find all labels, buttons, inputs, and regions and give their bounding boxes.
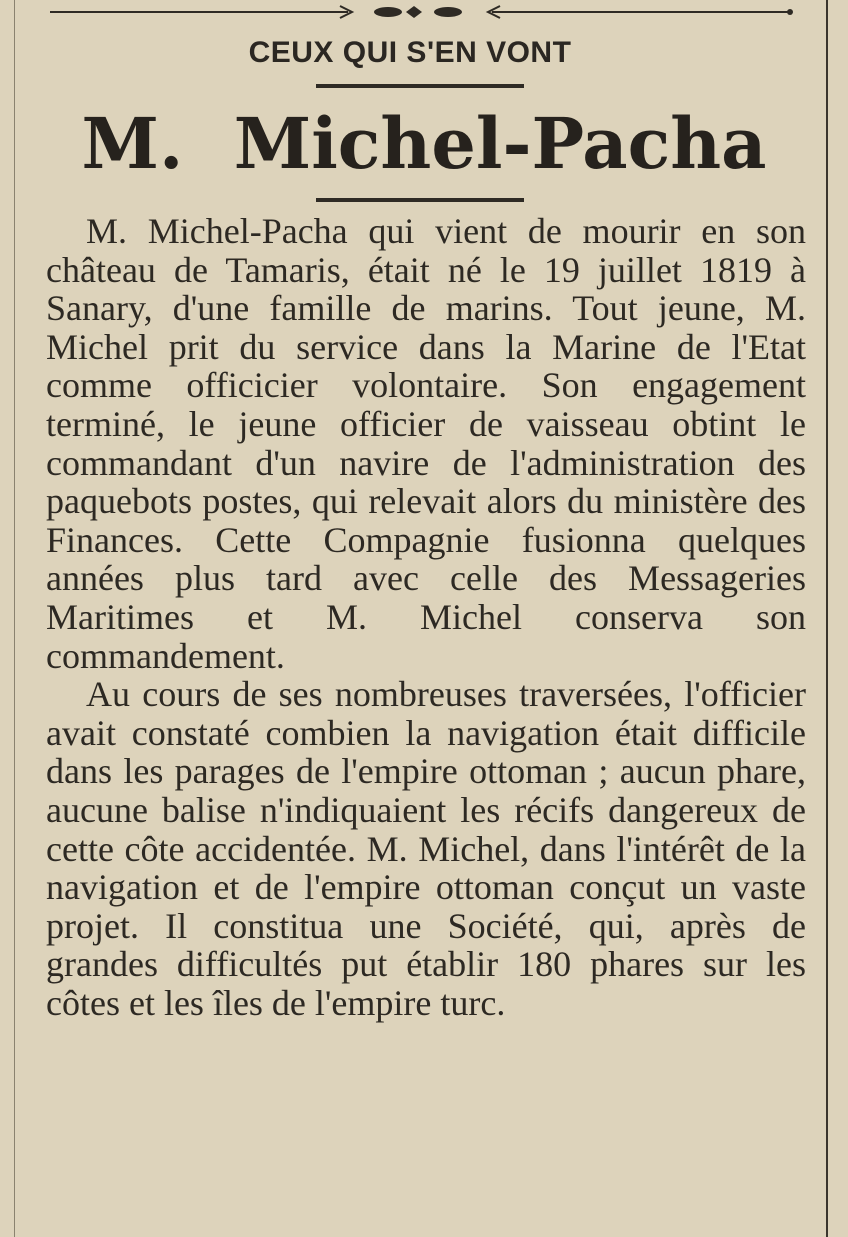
title-rule-bottom (316, 198, 524, 202)
title-rule-top (316, 84, 524, 88)
paragraph-1: M. Michel-Pacha qui vient de mourir en son château de Tamaris, était né le 19 juillet 1819 à Sanary, d'une famille de marins. Tout jeune, M. Michel prit du service dans la Marine de l'Etat comme officicier volontaire. Son engagement terminé, le jeune officier de vaisseau obtint le commandant d'un navire de l'administration des paquebots postes, qui relevait alors du ministère des Finances. Cette Compagnie fusionna quelques années plus tard avec celle des Messageries Maritimes et M. Michel conserva son commandement. (46, 211, 806, 676)
paragraph-2: Au cours de ses nombreuses traversées, l'officier avait constaté combien la navigation était difficile dans les parages de l'empire ottoman ; aucun phare, aucune balise n'indiquaient les récifs dangereux de cette côte accidentée. M. Michel, dans l'intérêt de la navigation et de l'empire ottoman conçut un vaste projet. Il constitua une Société, qui, après de grandes difficultés put établir 180 phares sur les côtes et les îles de l'empire turc. (46, 674, 806, 1023)
section-label: CEUX QUI S'EN VONT (248, 36, 572, 69)
article-body (46, 212, 806, 1022)
headline: M. Michel-Pacha (81, 102, 767, 185)
ornamental-divider (48, 0, 794, 26)
